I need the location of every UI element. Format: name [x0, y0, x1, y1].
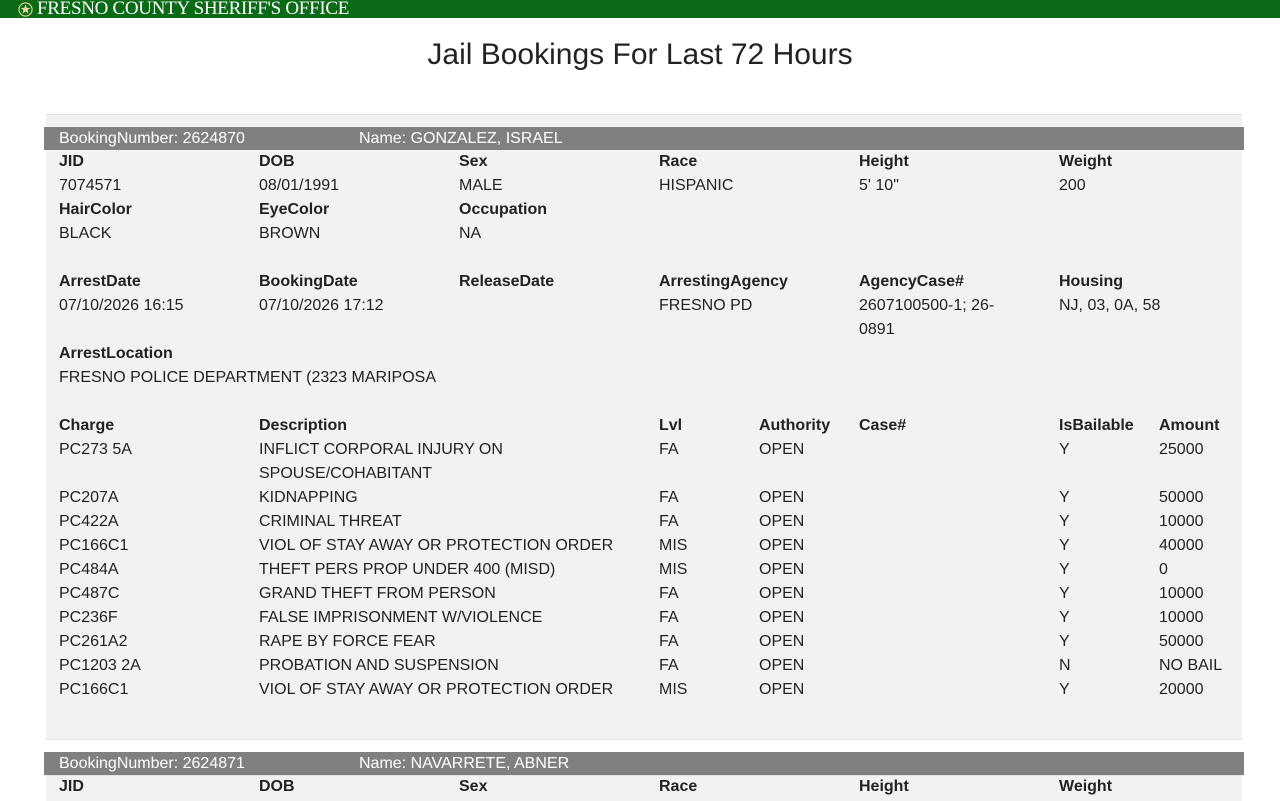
charge-authority: OPEN [759, 489, 805, 506]
race-value: HISPANIC [659, 177, 734, 194]
charge-code: PC1203 2A [59, 657, 141, 674]
race-label: Race [659, 153, 698, 170]
booking-number: BookingNumber: 2624871 [59, 755, 245, 772]
charge-authority: OPEN [759, 657, 805, 674]
housing-label: Housing [1059, 273, 1123, 290]
charge-code: PC166C1 [59, 537, 129, 554]
authority-col-header: Authority [759, 417, 831, 434]
charge-level: MIS [659, 537, 688, 554]
weight-label: Weight [1059, 153, 1113, 170]
sex-value: MALE [459, 177, 503, 194]
charge-level: FA [659, 657, 679, 674]
charge-level: FA [659, 609, 679, 626]
hair-color-label: HairColor [59, 201, 132, 218]
housing-value: NJ, 03, 0A, 58 [1059, 297, 1161, 314]
sex-label: Sex [459, 153, 488, 170]
charge-code: PC261A2 [59, 633, 128, 650]
booking-date-label: BookingDate [259, 273, 358, 290]
booking-header [44, 752, 1244, 775]
charge-description: GRAND THEFT FROM PERSON [259, 585, 496, 602]
charge-level: MIS [659, 681, 688, 698]
weight-label: Weight [1059, 778, 1113, 795]
charge-authority: OPEN [759, 585, 805, 602]
arresting-agency-value: FRESNO PD [659, 297, 753, 314]
dob-value: 08/01/1991 [259, 177, 340, 194]
charge-description: FALSE IMPRISONMENT W/VIOLENCE [259, 609, 543, 626]
amount-col-header: Amount [1159, 417, 1220, 434]
charge-level: FA [659, 489, 679, 506]
charge-level: FA [659, 585, 679, 602]
charge-authority: OPEN [759, 513, 805, 530]
arrest-date-label: ArrestDate [59, 273, 141, 290]
charge-authority: OPEN [759, 537, 805, 554]
site-brand[interactable] [18, 0, 349, 18]
charge-level: MIS [659, 561, 688, 578]
occupation-value: NA [459, 225, 482, 242]
dob-label: DOB [259, 778, 295, 795]
occupation-label: Occupation [459, 201, 548, 218]
charge-code: PC207A [59, 489, 119, 506]
charge-amount: NO BAIL [1159, 657, 1223, 674]
jid-label: JID [59, 778, 84, 795]
charge-col-header: Charge [59, 417, 115, 434]
charge-amount: 0 [1159, 561, 1168, 578]
charge-amount: 10000 [1159, 585, 1204, 602]
charge-level: FA [659, 633, 679, 650]
sex-label: Sex [459, 778, 488, 795]
booking-date-value: 07/10/2026 17:12 [259, 297, 384, 314]
description-col-header: Description [259, 417, 348, 434]
case-col-header: Case# [859, 417, 907, 434]
agency-case-label: AgencyCase# [859, 273, 964, 290]
charge-bailable: Y [1059, 561, 1070, 578]
charge-code: PC484A [59, 561, 119, 578]
inmate-name: Name: NAVARRETE, ABNER [359, 755, 570, 772]
charge-description: VIOL OF STAY AWAY OR PROTECTION ORDER [259, 537, 614, 554]
charge-authority: OPEN [759, 561, 805, 578]
jid-value: 7074571 [59, 177, 122, 194]
charge-amount: 50000 [1159, 633, 1204, 650]
height-value: 5' 10" [859, 177, 899, 194]
charge-bailable: Y [1059, 633, 1070, 650]
charge-bailable: Y [1059, 441, 1070, 458]
agency-case-value: 2607100500-1; 26-0891 [859, 297, 995, 338]
level-col-header: Lvl [659, 417, 683, 434]
dob-label: DOB [259, 153, 295, 170]
charge-amount: 10000 [1159, 513, 1204, 530]
charge-authority: OPEN [759, 681, 805, 698]
height-label: Height [859, 153, 909, 170]
charge-description: CRIMINAL THREAT [259, 513, 402, 530]
charge-amount: 10000 [1159, 609, 1204, 626]
charge-bailable: Y [1059, 513, 1070, 530]
charge-bailable: Y [1059, 585, 1070, 602]
charge-bailable: Y [1059, 537, 1070, 554]
charge-code: PC236F [59, 609, 118, 626]
charge-authority: OPEN [759, 441, 805, 458]
booking-header [44, 127, 1244, 150]
bailable-col-header: IsBailable [1059, 417, 1134, 434]
eye-color-value: BROWN [259, 225, 321, 242]
charge-description: KIDNAPPING [259, 489, 358, 506]
charge-description: PROBATION AND SUSPENSION [259, 657, 499, 674]
charge-level: FA [659, 441, 679, 458]
weight-value: 200 [1059, 177, 1086, 194]
charge-authority: OPEN [759, 633, 805, 650]
arrest-location-value: FRESNO POLICE DEPARTMENT (2323 MARIPOSA [59, 369, 436, 386]
arrest-date-value: 07/10/2026 16:15 [59, 297, 184, 314]
sheriff-star-icon [18, 2, 33, 17]
race-label: Race [659, 778, 698, 795]
charge-amount: 20000 [1159, 681, 1204, 698]
charge-code: PC487C [59, 585, 120, 602]
charge-amount: 25000 [1159, 441, 1204, 458]
charge-code: PC273 5A [59, 441, 132, 458]
site-brand-name: FRESNO COUNTY SHERIFF'S OFFICE [37, 0, 350, 19]
eye-color-label: EyeColor [259, 201, 330, 218]
charge-authority: OPEN [759, 609, 805, 626]
booking-number: BookingNumber: 2624870 [59, 130, 245, 147]
release-date-label: ReleaseDate [459, 273, 555, 290]
arrest-location-label: ArrestLocation [59, 345, 173, 362]
page-title: Jail Bookings For Last 72 Hours [427, 38, 853, 71]
charge-description: THEFT PERS PROP UNDER 400 (MISD) [259, 561, 556, 578]
charge-code: PC166C1 [59, 681, 129, 698]
inmate-name: Name: GONZALEZ, ISRAEL [359, 130, 563, 147]
charge-description: RAPE BY FORCE FEAR [259, 633, 436, 650]
charge-amount: 40000 [1159, 537, 1204, 554]
charge-amount: 50000 [1159, 489, 1204, 506]
charge-bailable: Y [1059, 489, 1070, 506]
jid-label: JID [59, 153, 84, 170]
charge-description: INFLICT CORPORAL INJURY ON SPOUSE/COHABITANT [259, 441, 503, 482]
charge-bailable: Y [1059, 681, 1070, 698]
hair-color-value: BLACK [59, 225, 112, 242]
charge-code: PC422A [59, 513, 119, 530]
site-header-bar [0, 0, 1280, 18]
height-label: Height [859, 778, 909, 795]
arresting-agency-label: ArrestingAgency [659, 273, 788, 290]
charge-description: VIOL OF STAY AWAY OR PROTECTION ORDER [259, 681, 614, 698]
charge-bailable: Y [1059, 609, 1070, 626]
charge-level: FA [659, 513, 679, 530]
charge-bailable: N [1059, 657, 1071, 674]
